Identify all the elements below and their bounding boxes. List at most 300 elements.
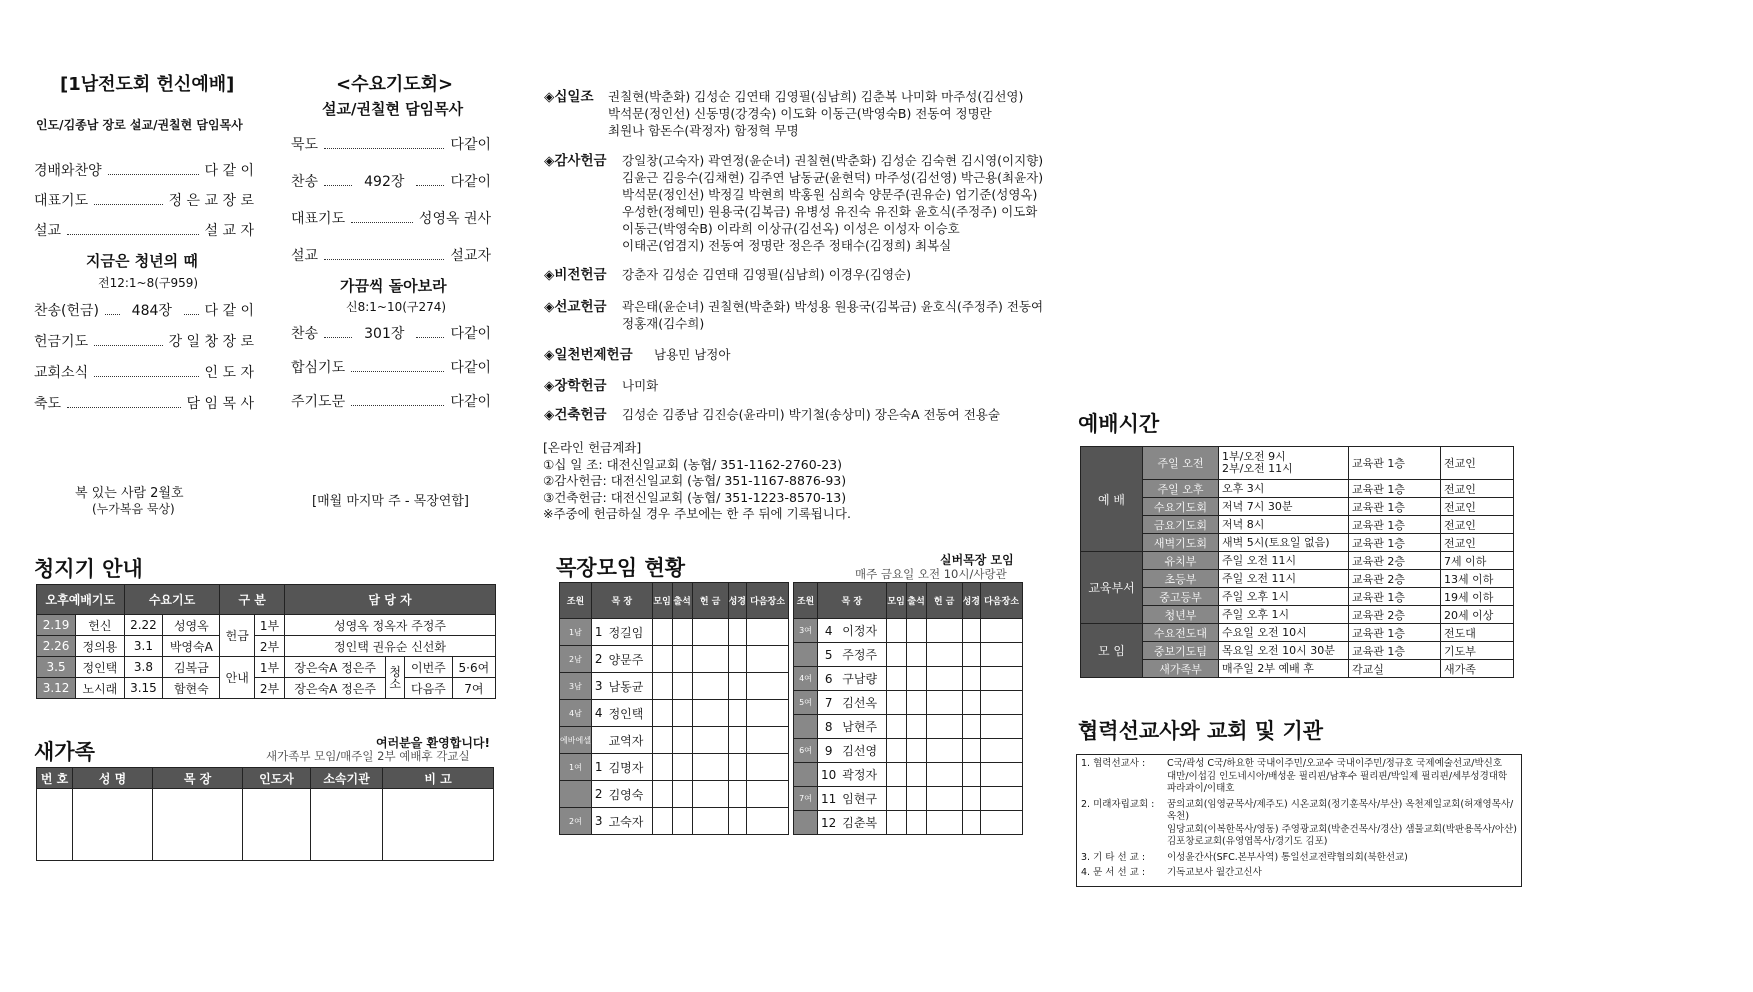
- steward-cell: 3.12: [37, 678, 76, 699]
- offering-block: [544, 152, 1043, 254]
- schedule-cell: 전교인: [1441, 498, 1514, 516]
- mokjang-leader: 정인택: [606, 700, 653, 727]
- offering-line: 박석문(정인선) 박정길 박현희 박홍원 심희숙 양문주(권유순) 엄기준(성영옥): [622, 187, 1038, 202]
- schedule-cell: 새가족: [1441, 660, 1514, 678]
- mokjang-row: [794, 787, 1023, 811]
- order-label: 축도: [34, 396, 62, 412]
- newfamily-cell: [383, 789, 494, 861]
- mokjang-num: 4: [818, 619, 840, 643]
- mokjang-cell: [692, 808, 728, 835]
- schedule-cell: 저녁 8시: [1219, 516, 1349, 534]
- schedule-cell: 주일 오전: [1143, 447, 1219, 480]
- schedule-group: 교육부서: [1081, 552, 1143, 624]
- order-value: 다 같 이: [204, 303, 255, 319]
- mokjang-cell: [981, 667, 1023, 691]
- offering-block: [544, 346, 730, 363]
- mokjang-group: 7여: [794, 787, 818, 811]
- order-label: 합심기도: [291, 360, 346, 376]
- schedule-row: [1081, 660, 1514, 678]
- newfamily-header: 소속기관: [311, 768, 383, 789]
- schedule-row: [1081, 606, 1514, 624]
- order-line: [34, 190, 254, 210]
- mokjang-num: 6: [818, 667, 840, 691]
- steward-cell: 청소: [386, 657, 405, 699]
- offering-line: 우성한(정혜민) 원용국(김복금) 유병성 유진숙 유진화 윤호식(주정주) 이도화: [622, 204, 1038, 219]
- mokjang-cell: [981, 691, 1023, 715]
- mokjang-row: [560, 727, 789, 754]
- mokjang-cell: [962, 763, 980, 787]
- order-label: 교회소식: [34, 365, 89, 381]
- left-footer-line2: (누가복음 묵상): [92, 502, 175, 516]
- offering-line: 강춘자 김성순 김연태 김영필(심남희) 이경우(김영순): [622, 267, 911, 282]
- offering-line: 이태곤(엄겸지) 전동여 정명란 정은주 정태수(김정희) 최복실: [622, 238, 952, 253]
- order-line: [34, 300, 254, 320]
- mokjang-cell: [652, 673, 672, 700]
- order-value: 다같이: [450, 174, 492, 190]
- mokjang-cell: [747, 754, 789, 781]
- schedule-cell: 1부/오전 9시 2부/오전 11시: [1219, 447, 1349, 480]
- mokjang-num: 8: [818, 715, 840, 739]
- mokjang-cell: [886, 787, 906, 811]
- steward-cell: 1부: [254, 657, 284, 678]
- mokjang-cell: [672, 754, 692, 781]
- mokjang-group: 2여: [560, 808, 592, 835]
- schedule-cell: 교육관 1층: [1349, 642, 1441, 660]
- schedule-title: 예배시간: [1078, 412, 1160, 436]
- schedule-cell: 수요기도회: [1143, 498, 1219, 516]
- wed-footer: [매월 마지막 주 - 목장연합]: [312, 494, 469, 509]
- mokjang-num: 2: [591, 781, 605, 808]
- mokjang-group: 에바에셀: [560, 727, 592, 754]
- steward-cell: 5·6여: [452, 657, 495, 678]
- mokjang-header: 목 장: [818, 583, 887, 619]
- mokjang-cell: [692, 619, 728, 646]
- mission-text: 기독교보사 월간고신사: [1167, 867, 1262, 878]
- offering-block: [544, 377, 658, 394]
- mokjang-leader: 구남량: [839, 667, 886, 691]
- mokjang-leader: 이정자: [839, 619, 886, 643]
- order-line: [34, 160, 254, 180]
- schedule-cell: 새벽 5시(토요일 없음): [1219, 534, 1349, 552]
- schedule-row: [1081, 552, 1514, 570]
- mission-item: [1081, 758, 1517, 796]
- schedule-cell: 초등부: [1143, 570, 1219, 588]
- newfamily-cell: [243, 789, 311, 861]
- offering-line: 남용민 남정아: [654, 347, 731, 362]
- order-line: [291, 171, 491, 191]
- mokjang-group: [794, 643, 818, 667]
- mokjang-cell: [747, 727, 789, 754]
- mokjang-num: 4: [591, 700, 605, 727]
- steward-cell: 헌금: [220, 615, 255, 657]
- offering-block: [544, 406, 1000, 423]
- schedule-row: [1081, 570, 1514, 588]
- mokjang-row: [794, 619, 1023, 643]
- order-line: [291, 208, 491, 228]
- mokjang-group: 2남: [560, 646, 592, 673]
- mokjang-cell: [962, 643, 980, 667]
- mokjang-group: [794, 763, 818, 787]
- service-subtitle: 인도/김종남 장로 설교/권칠현 담임목사: [36, 118, 243, 132]
- offering-label: ◈감사헌금: [544, 153, 607, 169]
- steward-header-3: 구 분: [220, 585, 285, 615]
- mokjang-cell: [926, 811, 962, 835]
- mokjang-leader: 김영숙: [606, 781, 653, 808]
- mokjang-cell: [886, 691, 906, 715]
- order-hymn: 492장: [364, 174, 405, 190]
- schedule-cell: 19세 이하: [1441, 588, 1514, 606]
- mokjang-cell: [886, 667, 906, 691]
- schedule-cell: 각교실: [1349, 660, 1441, 678]
- mokjang-cell: [906, 739, 926, 763]
- schedule-cell: 교육관 1층: [1349, 588, 1441, 606]
- schedule-row: [1081, 534, 1514, 552]
- mokjang-cell: [906, 643, 926, 667]
- schedule-cell: 목요일 오전 10시 30분: [1219, 642, 1349, 660]
- mokjang-header: 성경: [728, 583, 746, 619]
- schedule-row: [1081, 480, 1514, 498]
- mokjang-header: 목 장: [591, 583, 652, 619]
- mokjang-num: 3: [591, 673, 605, 700]
- mokjang-num: 7: [818, 691, 840, 715]
- offering-line: 박석문(정인선) 신동명(강경숙) 이도화 이동근(박영숙B) 전동여 정명란: [608, 106, 992, 121]
- mokjang-group: 1남: [560, 619, 592, 646]
- offering-line: 정홍재(김수희): [622, 316, 705, 331]
- mission-text: 이성윤간사(SFC.본부사역) 통일선교전략협의회(북한선교): [1167, 851, 1408, 863]
- schedule-cell: 수요일 오전 10시: [1219, 624, 1349, 642]
- mokjang-num: 11: [818, 787, 840, 811]
- order-label: 대표기도: [34, 193, 89, 209]
- wed-subtitle: 설교/권칠현 담임목사: [322, 100, 464, 118]
- mokjang-cell: [906, 811, 926, 835]
- mokjang-num: 2: [591, 646, 605, 673]
- mokjang-cell: [962, 619, 980, 643]
- mokjang-cell: [962, 715, 980, 739]
- mokjang-header: 출석: [906, 583, 926, 619]
- mokjang-row: [794, 811, 1023, 835]
- online-accounts: [543, 440, 851, 523]
- schedule-cell: 오후 3시: [1219, 480, 1349, 498]
- steward-header-2: 수요기도: [124, 585, 220, 615]
- mokjang-cell: [926, 619, 962, 643]
- offering-line: 최원나 함돈수(곽정자) 함정혁 무명: [608, 123, 799, 138]
- offering-block: [544, 298, 1043, 332]
- mokjang-cell: [728, 808, 746, 835]
- mokjang-cell: [981, 643, 1023, 667]
- newfamily-title: 새가족: [34, 740, 95, 764]
- mokjang-cell: [886, 619, 906, 643]
- offering-line: 곽은태(윤순녀) 권칠현(박춘화) 박성용 원용국(김복금) 윤호식(주정주) 전동여: [622, 299, 1044, 314]
- mission-item: [1081, 799, 1517, 849]
- offering-label: ◈장학헌금: [544, 378, 607, 394]
- online-line-1: ①십 일 조: 대전신일교회 (농협/ 351-1162-2760-23): [543, 456, 842, 472]
- newfamily-cell: [37, 789, 73, 861]
- schedule-group: 모 임: [1081, 624, 1143, 678]
- mokjang-num: 9: [818, 739, 840, 763]
- mokjang-cell: [652, 808, 672, 835]
- missions-title: 협력선교사와 교회 및 기관: [1078, 719, 1324, 743]
- schedule-cell: 수요전도대: [1143, 624, 1219, 642]
- mokjang-cell: [926, 667, 962, 691]
- schedule-cell: 교육관 1층: [1349, 480, 1441, 498]
- mokjang-num: 10: [818, 763, 840, 787]
- mokjang-cell: [672, 646, 692, 673]
- mission-label: 1. 협력선교사 :: [1081, 758, 1146, 769]
- order-value: 다같이: [450, 326, 492, 342]
- mokjang-cell: [906, 787, 926, 811]
- order-label: 묵도: [291, 137, 319, 153]
- mokjang-group: 6여: [794, 739, 818, 763]
- order-value: 성영옥 권사: [418, 211, 491, 227]
- schedule-cell: 유치부: [1143, 552, 1219, 570]
- offering-line: 강일창(고숙자) 곽연정(윤순녀) 권칠현(박춘화) 김성순 김숙현 김시영(이지향): [622, 153, 1044, 168]
- mokjang-cell: [692, 700, 728, 727]
- order-value: 다 같 이: [204, 163, 254, 179]
- schedule-cell: 주일 오후: [1143, 480, 1219, 498]
- mokjang-cell: [672, 727, 692, 754]
- order-line: [291, 245, 491, 265]
- mokjang-cell: [652, 619, 672, 646]
- online-note: ※주중에 헌금하실 경우 주보에는 한 주 뒤에 기록됩니다.: [543, 506, 851, 521]
- schedule-cell: 새가족부: [1143, 660, 1219, 678]
- schedule-cell: 매주일 2부 예배 후: [1219, 660, 1349, 678]
- mokjang-header: 조원: [794, 583, 818, 619]
- mokjang-title: 목장모임 현황: [556, 556, 686, 580]
- mokjang-leader: 김선영: [839, 739, 886, 763]
- mokjang-leader: 정길임: [606, 619, 653, 646]
- mokjang-num: 5: [818, 643, 840, 667]
- steward-cell: 안내: [220, 657, 255, 699]
- mokjang-cell: [728, 727, 746, 754]
- steward-cell: 성영옥: [163, 615, 220, 636]
- steward-cell: 2.22: [124, 615, 163, 636]
- steward-cell: 노시래: [76, 678, 125, 699]
- schedule-cell: 기도부: [1441, 642, 1514, 660]
- schedule-row: [1081, 447, 1514, 480]
- schedule-cell: 전교인: [1441, 516, 1514, 534]
- offering-label: ◈건축헌금: [544, 407, 607, 423]
- mokjang-header: 모임: [886, 583, 906, 619]
- schedule-cell: 7세 이하: [1441, 552, 1514, 570]
- schedule-cell: 13세 이하: [1441, 570, 1514, 588]
- mokjang-row: [794, 763, 1023, 787]
- order-value: 다같이: [450, 360, 491, 376]
- mokjang-row: [794, 667, 1023, 691]
- schedule-row: [1081, 642, 1514, 660]
- mokjang-leader: 김춘복: [839, 811, 886, 835]
- offering-names: [654, 346, 730, 363]
- mokjang-row: [560, 619, 789, 646]
- mokjang-cell: [926, 691, 962, 715]
- mokjang-header: 출석: [672, 583, 692, 619]
- steward-cell: 다음주: [404, 678, 452, 699]
- offering-names: [622, 266, 911, 283]
- steward-cell: 2.26: [37, 636, 76, 657]
- mokjang-group: 4여: [794, 667, 818, 691]
- wed-sermon-ref: 신8:1~10(구274): [346, 300, 447, 314]
- mokjang-cell: [728, 754, 746, 781]
- newfamily-welcome: 여러분을 환영합니다!: [376, 736, 490, 750]
- steward-cell: 2.19: [37, 615, 76, 636]
- mokjang-cell: [886, 643, 906, 667]
- order-line: [291, 391, 491, 411]
- mokjang-num: 1: [591, 619, 605, 646]
- order-line: [291, 134, 491, 154]
- mokjang-leader: 곽정자: [839, 763, 886, 787]
- offering-label: ◈십일조: [544, 89, 594, 105]
- order-value: 인 도 자: [204, 365, 254, 381]
- steward-cell: 7여: [452, 678, 495, 699]
- mokjang-table: [793, 582, 1023, 835]
- order-label: 대표기도: [291, 211, 346, 227]
- order-value: 강 일 창 장 로: [168, 334, 254, 350]
- schedule-group: 예 배: [1081, 447, 1143, 552]
- schedule-cell: 주일 오후 1시: [1219, 606, 1349, 624]
- newfamily-cell: [73, 789, 153, 861]
- order-hymn: 301장: [364, 326, 405, 342]
- schedule-cell: 전도대: [1441, 624, 1514, 642]
- mokjang-header: 성경: [962, 583, 980, 619]
- order-label: 헌금기도: [34, 334, 89, 350]
- schedule-cell: 중보기도팀: [1143, 642, 1219, 660]
- schedule-cell: 교육관 1층: [1349, 447, 1441, 480]
- schedule-cell: 저녁 7시 30분: [1219, 498, 1349, 516]
- mokjang-cell: [692, 727, 728, 754]
- schedule-cell: 교육관 2층: [1349, 552, 1441, 570]
- mokjang-row: [560, 781, 789, 808]
- order-line: [34, 220, 254, 240]
- online-line-3: ③건축헌금: 대전신일교회 (농협/ 351-1223-8570-13): [543, 489, 847, 505]
- mokjang-cell: [906, 619, 926, 643]
- steward-cell: 박영숙A: [163, 636, 220, 657]
- offering-line: 이동근(박영숙B) 이라희 이상규(김선옥) 이성은 이성자 이승호: [622, 221, 960, 236]
- steward-table: [36, 584, 496, 699]
- mission-item: [1081, 867, 1517, 880]
- steward-cell: 3.1: [124, 636, 163, 657]
- order-line: [291, 357, 491, 377]
- steward-title: 청지기 안내: [34, 557, 143, 581]
- order-value: 설교자: [450, 248, 491, 264]
- order-hymn: 484장: [131, 303, 172, 319]
- mokjang-cell: [962, 787, 980, 811]
- mokjang-row: [794, 739, 1023, 763]
- mokjang-cell: [886, 811, 906, 835]
- order-line: [291, 323, 491, 343]
- left-sermon-title: 지금은 청년의 때: [86, 252, 198, 270]
- mokjang-cell: [672, 808, 692, 835]
- mokjang-cell: [692, 673, 728, 700]
- newfamily-header: 성 명: [73, 768, 153, 789]
- mokjang-cell: [962, 811, 980, 835]
- mokjang-cell: [672, 673, 692, 700]
- offering-label: ◈선교헌금: [544, 299, 607, 315]
- mokjang-cell: [652, 727, 672, 754]
- schedule-cell: 청년부: [1143, 606, 1219, 624]
- order-value: 다같이: [450, 137, 491, 153]
- newfamily-table: [36, 767, 494, 861]
- steward-cell: 2부: [254, 678, 284, 699]
- schedule-cell: 주일 오전 11시: [1219, 552, 1349, 570]
- schedule-cell: 교육관 1층: [1349, 516, 1441, 534]
- mokjang-cell: [652, 781, 672, 808]
- order-line: [34, 393, 254, 413]
- mokjang-cell: [906, 667, 926, 691]
- mokjang-cell: [747, 781, 789, 808]
- schedule-cell: 주일 오전 11시: [1219, 570, 1349, 588]
- mokjang-cell: [981, 787, 1023, 811]
- steward-cell: 3.8: [124, 657, 163, 678]
- order-label: 찬송: [291, 326, 319, 342]
- steward-cell: 정의용: [76, 636, 125, 657]
- offering-names: [622, 377, 658, 394]
- newfamily-header: 비 고: [383, 768, 494, 789]
- mokjang-num: 3: [591, 808, 605, 835]
- mokjang-cell: [906, 691, 926, 715]
- steward-cell: 장은숙A 정은주: [285, 657, 386, 678]
- mokjang-header: 다음장소: [747, 583, 789, 619]
- mission-text: 꿈의교회(임영균목사/제주도) 시온교회(정기훈목사/부산) 옥천제일교회(허재영목사/옥천) 임당교회(이복한목사/영동) 주영광교회(박춘건목사/경산) 샘물교회(박판용목사/아산) 김포창로교회(유영엽목사/경기도 김포): [1167, 798, 1517, 847]
- mokjang-cell: [981, 739, 1023, 763]
- service-title: [1남전도회 헌신예배]: [60, 74, 235, 95]
- order-label: 찬송: [291, 174, 319, 190]
- offering-line: 김성순 김종남 김진승(윤라미) 박기철(송상미) 장은숙A 전동여 전용술: [622, 407, 1000, 422]
- mokjang-group: 3남: [560, 673, 592, 700]
- mokjang-header: 모임: [652, 583, 672, 619]
- mokjang-row: [794, 715, 1023, 739]
- missions-list: [1076, 754, 1522, 887]
- mokjang-silver-note: 매주 금요일 오전 10시/사랑관: [855, 567, 1007, 581]
- left-footer-line1: 복 있는 사람 2월호: [75, 486, 184, 501]
- mokjang-header: 헌 금: [926, 583, 962, 619]
- mokjang-leader: 김명자: [606, 754, 653, 781]
- mokjang-cell: [926, 763, 962, 787]
- mokjang-cell: [672, 700, 692, 727]
- mokjang-row: [794, 643, 1023, 667]
- mokjang-row: [560, 808, 789, 835]
- schedule-cell: 전교인: [1441, 480, 1514, 498]
- offering-label: ◈일천번제헌금: [544, 347, 633, 363]
- mission-label: 3. 기 타 선 교 :: [1081, 851, 1146, 863]
- mokjang-cell: [886, 739, 906, 763]
- mokjang-header: 조원: [560, 583, 592, 619]
- mokjang-group: 4남: [560, 700, 592, 727]
- offering-block: [544, 88, 1023, 139]
- steward-cell: 3.5: [37, 657, 76, 678]
- steward-cell: 헌신: [76, 615, 125, 636]
- schedule-cell: 금요기도회: [1143, 516, 1219, 534]
- mokjang-leader: 고숙자: [606, 808, 653, 835]
- mission-text: C국/곽성 C국/하요한 국내이주민/오교수 국내이주민/정규호 국제예술선교/박신호 대만/이섭김 인도네시아/배성운 필리핀/남후수 필리핀/박일제 필리핀/세부성경대학 파라과이/이태호: [1167, 758, 1508, 794]
- mokjang-cell: [906, 715, 926, 739]
- offering-label: ◈비전헌금: [544, 267, 607, 283]
- mokjang-cell: [692, 781, 728, 808]
- schedule-cell: 교육관 1층: [1349, 624, 1441, 642]
- order-value: 담 임 목 사: [186, 396, 254, 412]
- mokjang-leader: 김선옥: [839, 691, 886, 715]
- mokjang-cell: [981, 811, 1023, 835]
- schedule-row: [1081, 516, 1514, 534]
- steward-cell: 3.15: [124, 678, 163, 699]
- mokjang-leader: 교역자: [606, 727, 653, 754]
- newfamily-note: 새가족부 모임/매주일 2부 예배후 각교실: [266, 749, 470, 763]
- mokjang-row: [560, 673, 789, 700]
- steward-cell: 김복금: [163, 657, 220, 678]
- mokjang-row: [560, 700, 789, 727]
- mokjang-cell: [747, 619, 789, 646]
- mokjang-cell: [906, 763, 926, 787]
- offering-line: 김윤근 김응수(김채현) 김주연 남동균(윤현덕) 마주성(김선영) 박근용(최윤자): [622, 170, 1044, 185]
- mokjang-table: [559, 582, 789, 835]
